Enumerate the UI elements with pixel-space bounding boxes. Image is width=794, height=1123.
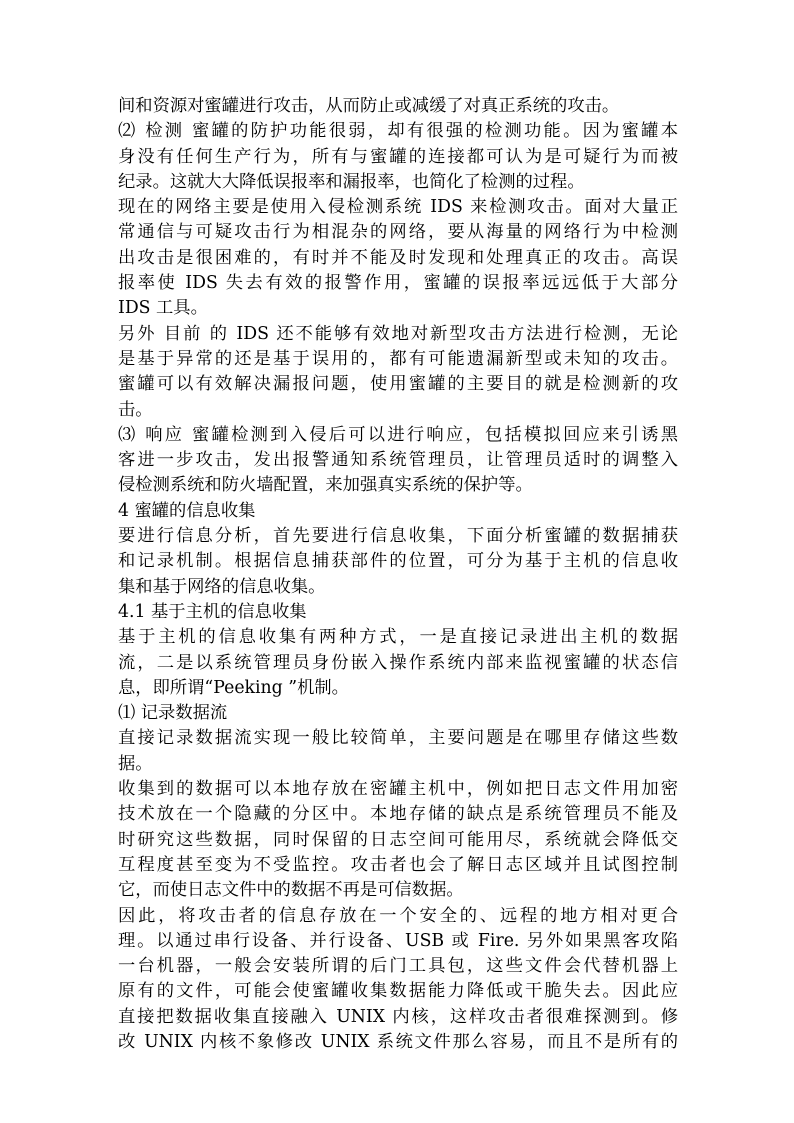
text-line: ⑵ 检测 蜜罐的防护功能很弱，却有很强的检测功能。因为蜜罐本 [118,121,678,142]
text-line: 技术放在一个隐藏的分区中。本地存储的缺点是系统管理员不能及 [118,804,678,825]
text-line: 击。 [118,399,153,420]
text-line: 基于主机的信息收集有两种方式，一是直接记录进出主机的数据 [118,627,678,648]
section-heading: 4 蜜罐的信息收集 [118,500,256,521]
text-line: 理。以通过串行设备、并行设备、USB 或 Fire. 另外如果黑客攻陷 [118,930,678,951]
text-line: 收集到的数据可以本地存放在密罐主机中，例如把日志文件用加密 [118,779,678,800]
text-line: 现在的网络主要是使用入侵检测系统 IDS 来检测攻击。面对大量正 [118,197,678,218]
list-heading: ⑴ 记录数据流 [118,703,228,724]
text-line: 直接把数据收集直接融入 UNIX 内核，这样攻击者很难探测到。修 [118,1006,678,1027]
text-line: 集和基于网络的信息收集。 [118,576,326,597]
text-line: IDS 工具。 [118,298,208,319]
text-line: ⑶ 响应 蜜罐检测到入侵后可以进行响应，包括模拟回应来引诱黑 [118,424,678,445]
text-line: 客进一步攻击，发出报警通知系统管理员，让管理员适时的调整入 [118,450,678,471]
text-line: 它，而使日志文件中的数据不再是可信数据。 [118,880,464,901]
text-line: 出攻击是很困难的，有时并不能及时发现和处理真正的攻击。高误 [118,247,678,268]
text-line: 一台机器，一般会安装所谓的后门工具包，这些文件会代替机器上 [118,956,678,977]
text-line: 因此，将攻击者的信息存放在一个安全的、远程的地方相对更合 [118,905,678,926]
text-line: 据。 [118,753,153,774]
text-line: 报率使 IDS 失去有效的报警作用，蜜罐的误报率远远低于大部分 [118,273,678,294]
text-line: 改 UNIX 内核不象修改 UNIX 系统文件那么容易，而且不是所有的 [118,1031,678,1052]
text-line: 息，即所谓“Peeking ”机制。 [118,677,349,698]
text-line: 蜜罐可以有效解决漏报问题，使用蜜罐的主要目的就是检测新的攻 [118,374,678,395]
text-line: 和记录机制。根据信息捕获部件的位置，可分为基于主机的信息收 [118,551,678,572]
text-line: 是基于异常的还是基于误用的，都有可能遗漏新型或未知的攻击。 [118,348,678,369]
text-line: 流，二是以系统管理员身份嵌入操作系统内部来监视蜜罐的状态信 [118,652,678,673]
text-line: 时研究这些数据，同时保留的日志空间可能用尽，系统就会降低交 [118,829,678,850]
text-line: 常通信与可疑攻击行为相混杂的网络，要从海量的网络行为中检测 [118,222,678,243]
text-line: 间和资源对蜜罐进行攻击，从而防止或减缓了对真正系统的攻击。 [118,96,620,116]
text-line: 互程度甚至变为不受监控。攻击者也会了解日志区域并且试图控制 [118,854,678,875]
text-line: 直接记录数据流实现一般比较简单，主要问题是在哪里存储这些数 [118,728,678,749]
body-text [118,94,678,1055]
subsection-heading: 4.1 基于主机的信息收集 [118,601,307,622]
text-line: 身没有任何生产行为，所有与蜜罐的连接都可认为是可疑行为而被 [118,146,678,167]
text-line: 侵检测系统和防火墙配置，来加强真实系统的保护等。 [118,475,533,496]
text-line: 另外 目前 的 IDS 还不能够有效地对新型攻击方法进行检测，无论 [118,323,678,344]
text-line: 纪录。这就大大降低误报率和漏报率，也简化了检测的过程。 [118,171,585,192]
text-line: 要进行信息分析，首先要进行信息收集，下面分析蜜罐的数据捕获 [118,526,678,547]
text-line: 原有的文件，可能会使蜜罐收集数据能力降低或干脆失去。因此应 [118,981,678,1002]
